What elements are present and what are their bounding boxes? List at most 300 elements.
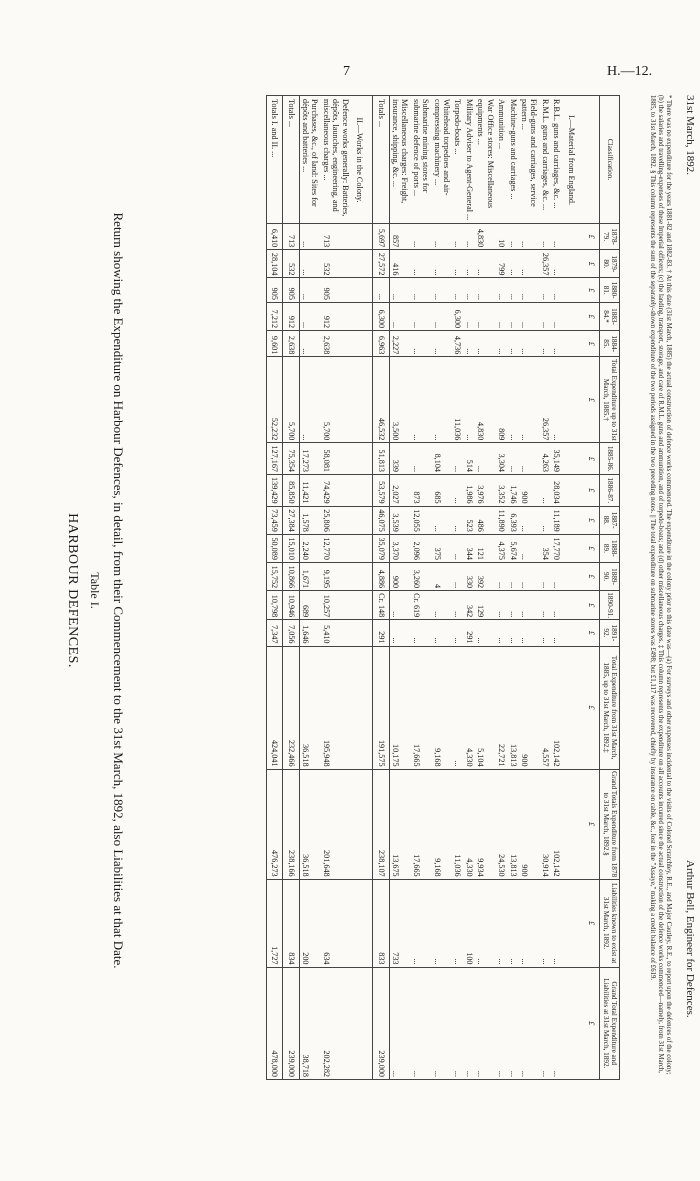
value-cell: ... [410, 250, 431, 278]
table-row [519, 96, 540, 1080]
value-cell: 46,532 [373, 357, 389, 443]
value-cell: 13,813 [507, 769, 518, 879]
unit-cell: £ [584, 967, 600, 1080]
section-1-heading-row [562, 96, 583, 1080]
value-cell: 13,675 [389, 769, 410, 879]
value-cell: ... [496, 620, 507, 646]
value-cell: ... [507, 879, 518, 967]
value-cell: ... [507, 250, 518, 278]
value-cell: ... [410, 443, 431, 475]
value-cell: 291 [373, 620, 389, 646]
value-cell: 354 [539, 534, 550, 562]
column-header: 1888-89. [599, 534, 619, 562]
value-cell: ... [507, 443, 518, 475]
row-label: Whitehead torpedoes and air-compressing machinery ... [431, 96, 452, 224]
value-cell: 22,721 [496, 646, 507, 769]
value-cell: 11,890 [496, 506, 507, 534]
value-cell: ... [299, 224, 320, 250]
table-subtitle: Return showing the Expenditure on Harbour Defences, in detail, from their Commencement to the 31st March, 1892, also Liabilities at that Date. [111, 212, 126, 969]
value-cell: 1,646 [299, 620, 320, 646]
value-cell: 4,736 [452, 331, 463, 357]
value-cell: ... [299, 250, 320, 278]
value-cell: Cr. 619 [410, 591, 431, 620]
value-cell: 9,601 [266, 331, 282, 357]
value-cell: 15,752 [266, 562, 282, 590]
value-cell: 342 [463, 591, 474, 620]
row-label: Defence works generally: Batteries, dépôts, launches, engineering, and miscellaneous charges ... [320, 96, 350, 224]
value-cell: ... [539, 620, 550, 646]
value-cell: 4,830 [475, 224, 496, 250]
value-cell: 10,946 [283, 591, 299, 620]
value-cell: Cr. 148 [373, 591, 389, 620]
blank-cell [562, 357, 583, 443]
value-cell: ... [475, 879, 496, 967]
blank-cell [562, 620, 583, 646]
value-cell: 6,300 [452, 302, 463, 330]
value-cell: ... [299, 357, 320, 443]
value-cell: ... [507, 591, 518, 620]
value-cell: 291 [463, 620, 474, 646]
value-cell: 238,166 [283, 769, 299, 879]
value-cell: 13,813 [507, 646, 518, 769]
value-cell: 85,850 [283, 475, 299, 507]
blank-cell [351, 879, 373, 967]
value-cell: ... [507, 357, 518, 443]
blank-cell [562, 967, 583, 1080]
value-cell: ... [463, 278, 474, 303]
value-cell: ... [496, 278, 507, 303]
value-cell: 27,384 [283, 506, 299, 534]
value-cell: 416 [389, 250, 410, 278]
value-cell: 35,079 [373, 534, 389, 562]
row-label: Ammunition ... [496, 96, 507, 224]
value-cell: 36,518 [299, 769, 320, 879]
value-cell: 3,304 [496, 443, 507, 475]
value-cell: ... [410, 278, 431, 303]
value-cell: 25,806 [320, 506, 350, 534]
value-cell: ... [539, 591, 550, 620]
table-row [431, 96, 452, 1080]
unit-cell: £ [584, 591, 600, 620]
value-cell: 809 [496, 357, 507, 443]
value-cell: 35,149 [551, 443, 562, 475]
value-cell: ... [431, 506, 452, 534]
value-cell: ... [475, 302, 496, 330]
value-cell: 532 [320, 250, 350, 278]
blank-cell [562, 506, 583, 534]
blank-cell [562, 224, 583, 250]
value-cell: ... [389, 620, 410, 646]
table-label: Table I. [88, 572, 102, 609]
value-cell: ... [519, 224, 540, 250]
value-cell: ... [519, 331, 540, 357]
value-cell: ... [475, 620, 496, 646]
value-cell: ... [431, 331, 452, 357]
value-cell: 905 [266, 278, 282, 303]
value-cell: 2,096 [410, 534, 431, 562]
value-cell: 2,638 [320, 331, 350, 357]
value-cell: ... [519, 967, 540, 1080]
value-cell: 27,572 [373, 250, 389, 278]
blank-cell [562, 443, 583, 475]
blank-cell [562, 250, 583, 278]
value-cell: 7,056 [283, 620, 299, 646]
blank-cell [351, 331, 373, 357]
column-header: 1890-91. [599, 591, 619, 620]
blank-cell [351, 302, 373, 330]
value-cell: 5,697 [373, 224, 389, 250]
column-header: 1883-84.* [599, 302, 619, 330]
value-cell: ... [452, 879, 463, 967]
value-cell: 28,034 [551, 475, 562, 507]
blank-cell [351, 562, 373, 590]
value-cell: ... [475, 250, 496, 278]
column-header: 1884-85. [599, 331, 619, 357]
value-cell: ... [551, 224, 562, 250]
blank-cell [562, 475, 583, 507]
row-label: Purchases, &c., of land: Sites for dépôts and batteries ... [299, 96, 320, 224]
value-cell: ... [452, 443, 463, 475]
value-cell: 46,075 [373, 506, 389, 534]
value-cell: 1,986 [463, 475, 474, 507]
value-cell: 9,168 [431, 646, 452, 769]
value-cell: ... [410, 620, 431, 646]
value-cell: 912 [320, 302, 350, 330]
blank-cell [351, 506, 373, 534]
value-cell: 873 [410, 475, 431, 507]
blank-cell [351, 967, 373, 1080]
value-cell: 53,579 [373, 475, 389, 507]
row-label: Miscellaneous charges: Freight, insurance, shipping, &c. ... [389, 96, 410, 224]
value-cell: ... [410, 357, 431, 443]
table-body [266, 96, 599, 1080]
value-cell: ... [496, 967, 507, 1080]
value-cell: ... [496, 879, 507, 967]
value-cell: ... [452, 250, 463, 278]
value-cell: 857 [389, 224, 410, 250]
table-row [320, 96, 350, 1080]
value-cell: ... [539, 967, 550, 1080]
value-cell: 514 [463, 443, 474, 475]
expenditure-table [266, 95, 620, 1080]
value-cell: 51,813 [373, 443, 389, 475]
value-cell: 685 [431, 475, 452, 507]
unit-cell: £ [584, 534, 600, 562]
value-cell: ... [452, 967, 463, 1080]
value-cell: ... [410, 879, 431, 967]
value-cell: 139,429 [266, 475, 282, 507]
unit-cell: £ [584, 769, 600, 879]
blank-cell [351, 475, 373, 507]
value-cell: 2,240 [299, 534, 320, 562]
row-label: R.B.L. guns and carriages, &c. ... [551, 96, 562, 224]
table-row [299, 96, 320, 1080]
unit-cell: £ [584, 506, 600, 534]
column-header: Liabilities known to exist at 31st March, 1892. [599, 879, 619, 967]
table-row [463, 96, 474, 1080]
value-cell: 344 [463, 534, 474, 562]
value-cell: 4,330 [463, 646, 474, 769]
value-cell: 5,104 [475, 646, 496, 769]
value-cell: 6,300 [373, 302, 389, 330]
document-title: HARBOUR DEFENCES. [65, 513, 80, 668]
value-cell: 5,700 [283, 357, 299, 443]
value-cell: 50,089 [266, 534, 282, 562]
row-label: R.M.L. guns and carriages, &c. ... [539, 96, 550, 224]
value-cell: ... [463, 250, 474, 278]
value-cell: 11,036 [452, 357, 463, 443]
value-cell: ... [496, 562, 507, 590]
value-cell: ... [519, 357, 540, 443]
value-cell: 12,055 [410, 506, 431, 534]
value-cell: 5,410 [320, 620, 350, 646]
unit-cell [584, 96, 600, 224]
unit-cell: £ [584, 302, 600, 330]
value-cell: ... [463, 967, 474, 1080]
value-cell: ... [539, 506, 550, 534]
table-row [507, 96, 518, 1080]
value-cell: 733 [389, 879, 410, 967]
table-header-row [599, 96, 619, 1080]
value-cell: 10 [496, 224, 507, 250]
value-cell: ... [410, 224, 431, 250]
value-cell: ... [431, 250, 452, 278]
value-cell: 121 [475, 534, 496, 562]
value-cell: ... [389, 967, 410, 1080]
row-label: War Office stores: Miscellaneous equipments ... [475, 96, 496, 224]
value-cell: 3,976 [475, 475, 496, 507]
value-cell: ... [551, 278, 562, 303]
value-cell: 127,167 [266, 443, 282, 475]
blank-cell [351, 443, 373, 475]
value-cell: 3,352 [496, 475, 507, 507]
row-label: Field-guns and carriages, service pattern ... [519, 96, 540, 224]
value-cell: 912 [283, 302, 299, 330]
blank-cell [351, 357, 373, 443]
value-cell: 532 [283, 250, 299, 278]
value-cell: 900 [519, 475, 540, 507]
value-cell: ... [299, 278, 320, 303]
row-label: Totals ... [373, 96, 389, 224]
value-cell: 713 [283, 224, 299, 250]
value-cell: ... [519, 302, 540, 330]
value-cell: 476,273 [266, 769, 282, 879]
row-label: Military Adviser to Agent-General ... [463, 96, 474, 224]
value-cell: 3,260 [410, 562, 431, 590]
column-header: Grand Totals Expenditure from 1878 to 31st March, 1892.§ [599, 769, 619, 879]
blank-cell [562, 302, 583, 330]
value-cell: ... [507, 278, 518, 303]
value-cell: 1,578 [299, 506, 320, 534]
value-cell: 28,104 [266, 250, 282, 278]
value-cell: ... [519, 591, 540, 620]
value-cell: 102,142 [551, 646, 562, 769]
column-header: 1889-90. [599, 562, 619, 590]
value-cell: 3,500 [389, 357, 410, 443]
value-cell: 73,459 [266, 506, 282, 534]
value-cell: 100 [463, 879, 474, 967]
value-cell: ... [519, 534, 540, 562]
value-cell: 4,830 [475, 357, 496, 443]
value-cell: ... [452, 591, 463, 620]
table-row [539, 96, 550, 1080]
section-2-heading-row [351, 96, 373, 1080]
value-cell: ... [519, 250, 540, 278]
value-cell: 900 [519, 769, 540, 879]
value-cell: 17,273 [299, 443, 320, 475]
unit-cell: £ [584, 224, 600, 250]
column-header: 1886-87. [599, 475, 619, 507]
value-cell: 3,370 [389, 534, 410, 562]
value-cell: ... [496, 591, 507, 620]
blank-cell [562, 591, 583, 620]
value-cell: ... [539, 879, 550, 967]
unit-cell: £ [584, 562, 600, 590]
value-cell: 36,518 [299, 646, 320, 769]
value-cell: 38,718 [299, 967, 320, 1080]
table-row [475, 96, 496, 1080]
value-cell: ... [431, 302, 452, 330]
value-cell: ... [551, 562, 562, 590]
row-label: Torpedo-boats ... [452, 96, 463, 224]
value-cell: ... [463, 357, 474, 443]
value-cell: 900 [519, 646, 540, 769]
value-cell: 799 [496, 250, 507, 278]
value-cell: 6,963 [373, 331, 389, 357]
value-cell: ... [551, 620, 562, 646]
value-cell: ... [539, 224, 550, 250]
blank-cell [351, 646, 373, 769]
column-header: 1879-80. [599, 250, 619, 278]
value-cell: 4,886 [373, 562, 389, 590]
value-cell: 339 [389, 443, 410, 475]
value-cell: ... [452, 534, 463, 562]
blank-cell [562, 331, 583, 357]
value-cell: 634 [320, 879, 350, 967]
value-cell: 129 [475, 591, 496, 620]
column-header: Total Expenditure up to 31st March, 1885.† [599, 357, 619, 443]
value-cell: 6,393 [507, 506, 518, 534]
value-cell: 201,648 [320, 769, 350, 879]
value-cell: 4,330 [463, 769, 474, 879]
section-heading: II.—Works in the Colony. [351, 96, 373, 224]
value-cell: ... [452, 646, 463, 769]
table-row [410, 96, 431, 1080]
value-cell: 392 [475, 562, 496, 590]
unit-cell: £ [584, 646, 600, 769]
footnotes [648, 95, 672, 1080]
value-cell: 17,665 [410, 769, 431, 879]
table-row [496, 96, 507, 1080]
value-cell: 52,232 [266, 357, 282, 443]
value-cell: 11,189 [551, 506, 562, 534]
value-cell: 10,866 [283, 562, 299, 590]
column-header: 1880-81. [599, 278, 619, 303]
row-label: Totals ... [283, 96, 299, 224]
blank-cell [351, 224, 373, 250]
value-cell: 191,575 [373, 646, 389, 769]
blank-cell [562, 562, 583, 590]
value-cell: 239,000 [283, 967, 299, 1080]
blank-cell [562, 769, 583, 879]
column-header: 1885-86. [599, 443, 619, 475]
value-cell: ... [452, 620, 463, 646]
value-cell: ... [507, 562, 518, 590]
value-cell: ... [519, 879, 540, 967]
value-cell: 239,000 [373, 967, 389, 1080]
units-row [584, 96, 600, 1080]
value-cell: 9,934 [475, 769, 496, 879]
blank-cell [562, 278, 583, 303]
unit-cell: £ [584, 331, 600, 357]
page-number: 7 [343, 64, 350, 79]
value-cell: ... [475, 331, 496, 357]
unit-cell: £ [584, 443, 600, 475]
value-cell: 17,770 [551, 534, 562, 562]
value-cell: ... [389, 278, 410, 303]
value-cell: ... [496, 331, 507, 357]
value-cell: 17,665 [410, 646, 431, 769]
value-cell: 195,948 [320, 646, 350, 769]
value-cell: ... [539, 475, 550, 507]
value-cell: 834 [283, 879, 299, 967]
value-cell: 15,010 [283, 534, 299, 562]
value-cell: ... [475, 278, 496, 303]
signature: Arthur Bell, Engineer for Defences. [684, 860, 696, 1018]
value-cell: ... [431, 224, 452, 250]
value-cell: 905 [283, 278, 299, 303]
value-cell: ... [539, 562, 550, 590]
blank-cell [351, 620, 373, 646]
value-cell: 330 [463, 562, 474, 590]
value-cell: 3,539 [389, 506, 410, 534]
value-cell: ... [539, 331, 550, 357]
column-header: Grand Total Expenditure and Liabilities at 31st March, 1892. [599, 967, 619, 1080]
value-cell: ... [299, 302, 320, 330]
blank-cell [351, 769, 373, 879]
value-cell: 2,027 [389, 475, 410, 507]
value-cell: ... [507, 331, 518, 357]
value-cell: ... [452, 475, 463, 507]
unit-cell: £ [584, 620, 600, 646]
value-cell: 5,674 [507, 534, 518, 562]
value-cell: 2,227 [389, 331, 410, 357]
value-cell: 6,410 [266, 224, 282, 250]
value-cell: ... [389, 302, 410, 330]
value-cell: 75,354 [283, 443, 299, 475]
grand-totals-row [266, 96, 282, 1080]
value-cell: ... [519, 506, 540, 534]
unit-cell: £ [584, 475, 600, 507]
value-cell: ... [452, 278, 463, 303]
value-cell: ... [431, 620, 452, 646]
value-cell: 58,081 [320, 443, 350, 475]
value-cell: ... [551, 331, 562, 357]
value-cell: 10,175 [389, 646, 410, 769]
value-cell: ... [373, 278, 389, 303]
value-cell: 238,107 [373, 769, 389, 879]
row-label: Machine-guns and carriages ... [507, 96, 518, 224]
value-cell: 10,257 [320, 591, 350, 620]
value-cell: ... [519, 443, 540, 475]
value-cell: 11,036 [452, 769, 463, 879]
unit-cell: £ [584, 879, 600, 967]
value-cell: 1,727 [266, 879, 282, 967]
totals-row [373, 96, 389, 1080]
value-cell: 4,557 [539, 646, 550, 769]
unit-cell: £ [584, 357, 600, 443]
value-cell: 26,357 [539, 250, 550, 278]
